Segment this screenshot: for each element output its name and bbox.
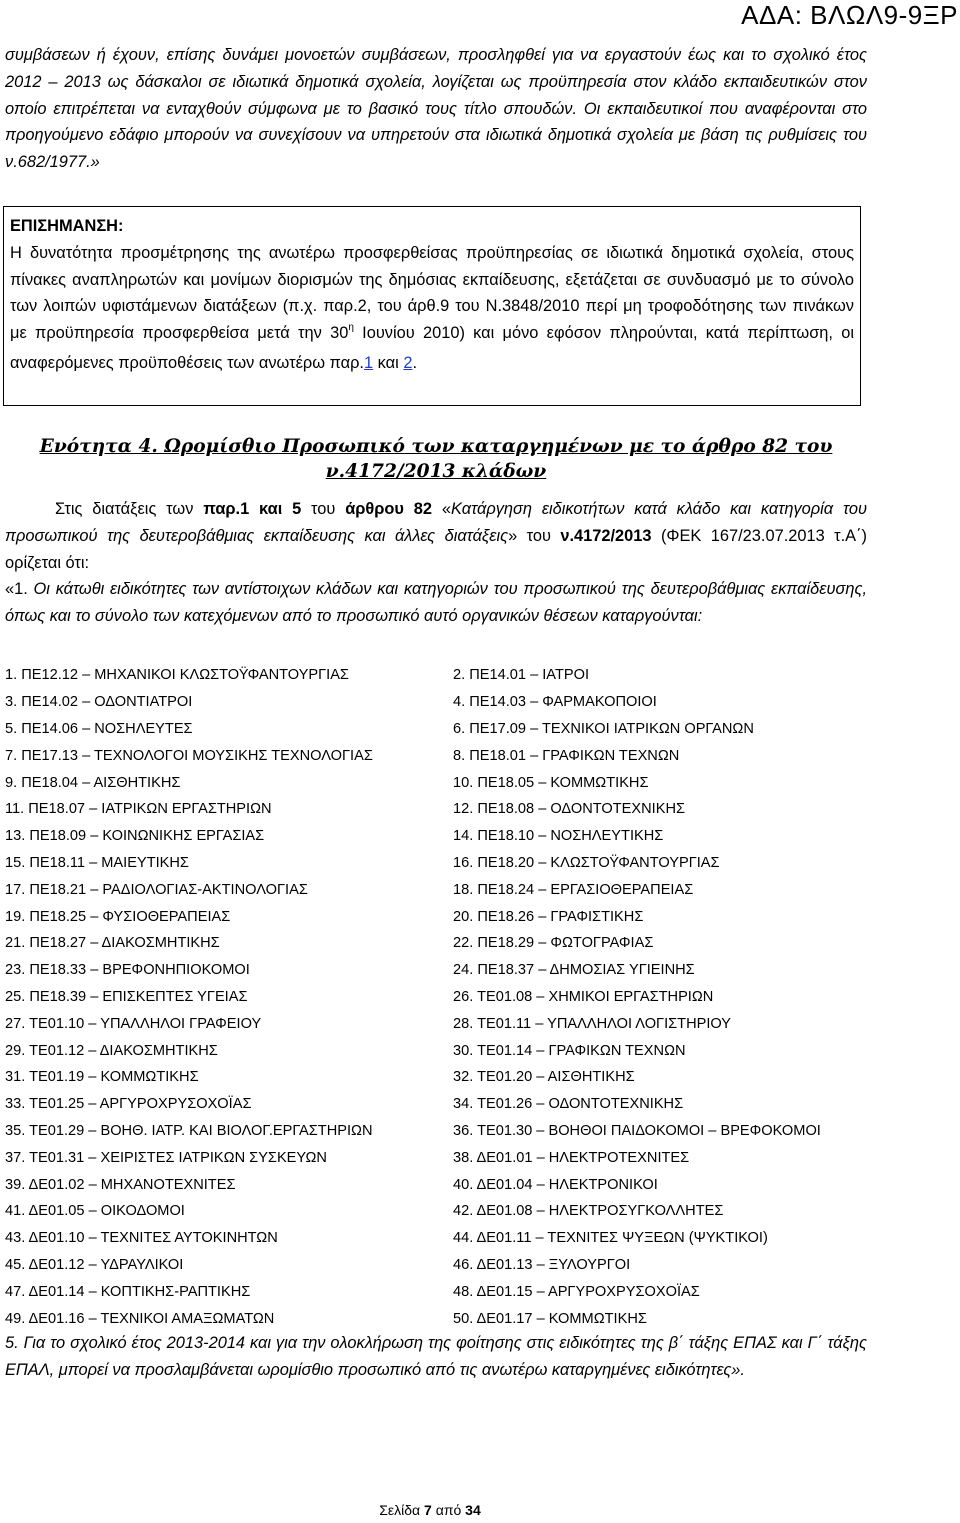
specialty-item: 13. ΠΕ18.09 – ΚΟΙΝΩΝΙΚΗΣ ΕΡΓΑΣΙΑΣ [5, 828, 265, 845]
specialty-item: 27. ΤΕ01.10 – ΥΠΑΛΛΗΛΟΙ ΓΡΑΦΕΙΟΥ [5, 1015, 262, 1032]
specialty-item: 34. ΤΕ01.26 – ΟΔΟΝΤΟΤΕΧΝΙΚΗΣ [453, 1096, 684, 1113]
footer-page: 7 [424, 1502, 432, 1518]
note-end: . [412, 353, 418, 372]
specialty-item: 45. ΔΕ01.12 – ΥΔΡΑΥΛΙΚΟΙ [5, 1256, 184, 1273]
specialty-item: 5. ΠΕ14.06 – ΝΟΣΗΛΕΥΤΕΣ [5, 720, 193, 737]
specialty-item: 49. ΔΕ01.16 – ΤΕΧΝΙΚΟΙ ΑΜΑΞΩΜΑΤΩΝ [5, 1310, 275, 1327]
intro-text: του [301, 500, 346, 518]
link-paragraph-2[interactable]: 2 [403, 353, 413, 372]
specialty-item: 12. ΠΕ18.08 – ΟΔΟΝΤΟΤΕΧΝΙΚΗΣ [453, 801, 686, 818]
paragraph-continued: συμβάσεων ή έχουν, επίσης δυνάμει μονοετών συμβάσεων, προσληφθεί για να εργαστούν έως και το σχολικό έτος 2012 – 2013 ως δάσκαλοι σε ιδιωτικά δημοτικά σχολεία, λογίζεται ως προϋπηρεσία στον κλάδο εκπαιδευτικών στον οποίο επιτρέπεται να ενταχθούν σύμφωνα με το βασικό τους τίτλο σπουδών. Οι εκπαιδευτικοί που αναφέρονται στο προηγούμενο εδάφιο μπορούν να συνεχίσουν να υπηρετούν στα ιδιωτικά δημοτικά σχολεία με βάση τις ρυθμίσεις του ν.682/1977.» [5, 46, 867, 172]
intro-text: (ΦΕΚ 167/23.07.2013 τ.Α΄) ορίζεται ότι: [5, 526, 868, 572]
specialty-item: 30. ΤΕ01.14 – ΓΡΑΦΙΚΩΝ ΤΕΧΝΩΝ [453, 1042, 686, 1059]
specialty-item: 26. ΤΕ01.08 – ΧΗΜΙΚΟΙ ΕΡΓΑΣΤΗΡΙΩΝ [453, 988, 714, 1005]
specialty-row [5, 876, 867, 903]
intro-bold-article: άρθρου 82 [345, 500, 433, 518]
specialty-item: 47. ΔΕ01.14 – ΚΟΠΤΙΚΗΣ-ΡΑΠΤΙΚΗΣ [5, 1283, 251, 1300]
intro-law-title: Κατάργηση ειδικοτήτων κατά κλάδο και κατηγορία του προσωπικού της δευτεροβάθμιας εκπαίδευσης και άλλες διατάξεις [5, 500, 867, 545]
specialty-row [5, 742, 867, 769]
footer-text: από [431, 1502, 466, 1518]
specialty-row [5, 903, 867, 930]
specialty-row [5, 1225, 867, 1252]
specialty-item: 28. ΤΕ01.11 – ΥΠΑΛΛΗΛΟΙ ΛΟΓΙΣΤΗΡΙΟΥ [453, 1015, 732, 1032]
intro-bold-law: ν.4172/2013 [560, 526, 652, 545]
specialty-item: 50. ΔΕ01.17 – ΚΟΜΜΩΤΙΚΗΣ [453, 1310, 647, 1327]
specialty-item: 21. ΠΕ18.27 – ΔΙΑΚΟΣΜΗΤΙΚΗΣ [5, 935, 220, 952]
specialty-item: 32. ΤΕ01.20 – ΑΙΣΘΗΤΙΚΗΣ [453, 1069, 635, 1086]
intro-bold-par: παρ.1 και 5 [203, 500, 302, 518]
specialty-item: 41. ΔΕ01.05 – ΟΙΚΟΔΟΜΟΙ [5, 1203, 185, 1220]
note-title: ΕΠΙΣΗΜΑΝΣΗ: [10, 217, 124, 235]
specialty-item: 23. ΠΕ18.33 – ΒΡΕΦΟΝΗΠΙΟΚΟΜΟΙ [5, 962, 250, 979]
specialty-item: 3. ΠΕ14.02 – ΟΔΟΝΤΙΑΤΡΟΙ [5, 694, 193, 711]
specialty-item: 4. ΠΕ14.03 – ΦΑΡΜΑΚΟΠΟΙΟΙ [453, 694, 657, 711]
specialty-row [5, 957, 867, 984]
intro-text: « [432, 500, 451, 518]
closing-paragraph: 5. Για το σχολικό έτος 2013-2014 και για την ολοκλήρωση της φοίτησης στις ειδικότητες της β΄ τάξης ΕΠΑΣ και Γ΄ τάξης ΕΠΑΛ, μπορεί να προσλαμβάνεται ωρομίσθιο προσωπικό από τις ανωτέρω καταργημένες ειδικότητες». [5, 1334, 867, 1379]
specialty-item: 10. ΠΕ18.05 – ΚΟΜΜΩΤΙΚΗΣ [453, 774, 649, 791]
section-heading [5, 434, 867, 484]
specialty-item: 16. ΠΕ18.20 – ΚΛΩΣΤΟΫΦΑΝΤΟΥΡΓΙΑΣ [453, 854, 720, 871]
specialty-item: 31. ΤΕ01.19 – ΚΟΜΜΩΤΙΚΗΣ [5, 1069, 199, 1086]
specialty-item: 46. ΔΕ01.13 – ΞΥΛΟΥΡΓΟΙ [453, 1256, 631, 1273]
footer-text: Σελίδα [379, 1502, 425, 1518]
note-box [3, 206, 861, 406]
specialty-item: 33. ΤΕ01.25 – ΑΡΓΥΡΟΧΡΥΣΟΧΟΪΑΣ [5, 1096, 252, 1113]
footer-total: 34 [465, 1502, 481, 1518]
specialty-row [5, 930, 867, 957]
specialty-row [5, 1278, 867, 1305]
specialties-list [5, 662, 867, 1332]
specialty-row [5, 1037, 867, 1064]
specialty-row [5, 850, 867, 877]
intro-text: » του [508, 526, 561, 545]
specialty-item: 17. ΠΕ18.21 – ΡΑΔΙΟΛΟΓΙΑΣ-ΑΚΤΙΝΟΛΟΓΙΑΣ [5, 881, 308, 898]
note-and: και [373, 353, 404, 372]
specialty-item: 1. ΠΕ12.12 – ΜΗΧΑΝΙΚΟΙ ΚΛΩΣΤΟΫΦΑΝΤΟΥΡΓΙΑΣ [5, 667, 349, 684]
specialty-item: 42. ΔΕ01.08 – ΗΛΕΚΤΡΟΣΥΓΚΟΛΛΗΤΕΣ [453, 1203, 724, 1220]
specialty-item: 40. ΔΕ01.04 – ΗΛΕΚΤΡΟΝΙΚΟΙ [453, 1176, 658, 1193]
intro-text: Στις διατάξεις των [55, 500, 204, 518]
note-text-2: Ιουνίου 2010) και μόνο εφόσον πληρούνται, κατά περίπτωση, οι αναφερόμενες προϋποθέσεις των ανωτέρω παρ. [10, 324, 854, 372]
specialty-item: 24. ΠΕ18.37 – ΔΗΜΟΣΙΑΣ ΥΓΙΕΙΝΗΣ [453, 962, 695, 979]
specialty-item: 36. ΤΕ01.30 – ΒΟΗΘΟΙ ΠΑΙΔΟΚΟΜΟΙ – ΒΡΕΦΟΚΟΜΟΙ [453, 1122, 821, 1139]
specialty-item: 19. ΠΕ18.25 – ΦΥΣΙΟΘΕΡΑΠΕΙΑΣ [5, 908, 231, 925]
specialty-item: 18. ΠΕ18.24 – ΕΡΓΑΣΙΟΘΕΡΑΠΕΙΑΣ [453, 881, 694, 898]
specialty-item: 11. ΠΕ18.07 – ΙΑΤΡΙΚΩΝ ΕΡΓΑΣΤΗΡΙΩΝ [5, 801, 272, 818]
specialty-row [5, 1252, 867, 1279]
specialty-row [5, 1171, 867, 1198]
heading-line-2: ν.4172/2013 κλάδων [325, 461, 547, 482]
specialty-item: 37. ΤΕ01.31 – ΧΕΙΡΙΣΤΕΣ ΙΑΤΡΙΚΩΝ ΣΥΣΚΕΥΩΝ [5, 1149, 327, 1166]
specialty-row [5, 984, 867, 1011]
specialty-item: 6. ΠΕ17.09 – ΤΕΧΝΙΚΟΙ ΙΑΤΡΙΚΩΝ ΟΡΓΑΝΩΝ [453, 720, 754, 737]
specialty-row [5, 716, 867, 743]
heading-line-1: Ενότητα 4. Ωρομίσθιο Προσωπικό των καταργημένων με το άρθρο 82 του [39, 436, 833, 457]
note-text-1: Η δυνατότητα προσμέτρησης της ανωτέρω προσφερθείσας προϋπηρεσίας σε ιδιωτικά δημοτικά σχολεία, στους πίνακες αναπληρωτών και μονίμων διορισμών της δημόσιας εκπαίδευσης, εξετάζεται σε συνδυασμό με το σύνολο των λοιπών υφιστάμενων διατάξεων (π.χ. παρ.2, του άρθ.9 του Ν.3848/2010 περί μη τροφοδότησης των πινάκων με προϋπηρεσία προσφερθείσα μετά την 30 [10, 243, 854, 343]
specialty-item: 2. ΠΕ14.01 – ΙΑΤΡΟΙ [453, 667, 590, 684]
specialty-item: 43. ΔΕ01.10 – ΤΕΧΝΙΤΕΣ ΑΥΤΟΚΙΝΗΤΩΝ [5, 1230, 278, 1247]
specialty-row [5, 1118, 867, 1145]
specialty-item: 39. ΔΕ01.02 – ΜΗΧΑΝΟΤΕΧΝΙΤΕΣ [5, 1176, 236, 1193]
specialty-item: 38. ΔΕ01.01 – ΗΛΕΚΤΡΟΤΕΧΝΙΤΕΣ [453, 1149, 690, 1166]
specialty-row [5, 1144, 867, 1171]
specialty-item: 22. ΠΕ18.29 – ΦΩΤΟΓΡΑΦΙΑΣ [453, 935, 654, 952]
page-footer [0, 1502, 860, 1518]
note-superscript: η [348, 322, 354, 334]
specialty-item: 15. ΠΕ18.11 – ΜΑΙΕΥΤΙΚΗΣ [5, 854, 189, 871]
specialty-item: 25. ΠΕ18.39 – ΕΠΙΣΚΕΠΤΕΣ ΥΓΕΙΑΣ [5, 988, 248, 1005]
specialty-row [5, 796, 867, 823]
specialty-item: 7. ΠΕ17.13 – ΤΕΧΝΟΛΟΓΟΙ ΜΟΥΣΙΚΗΣ ΤΕΧΝΟΛΟΓΙΑΣ [5, 747, 373, 764]
specialty-row [5, 662, 867, 689]
specialty-item: 35. ΤΕ01.29 – ΒΟΗΘ. ΙΑΤΡ. ΚΑΙ ΒΙΟΛΟΓ.ΕΡΓΑΣΤΗΡΙΩΝ [5, 1122, 373, 1139]
specialty-item: 44. ΔΕ01.11 – ΤΕΧΝΙΤΕΣ ΨΥΞΕΩΝ (ΨΥΚΤΙΚΟΙ) [453, 1230, 768, 1247]
intro-paragraph [5, 496, 867, 630]
specialty-row [5, 769, 867, 796]
specialty-row [5, 1305, 867, 1332]
quote-start: «1. [5, 580, 34, 599]
specialty-item: 20. ΠΕ18.26 – ΓΡΑΦΙΣΤΙΚΗΣ [453, 908, 644, 925]
specialty-row [5, 1064, 867, 1091]
specialty-item: 8. ΠΕ18.01 – ΓΡΑΦΙΚΩΝ ΤΕΧΝΩΝ [453, 747, 680, 764]
quote-text: Οι κάτωθι ειδικότητες των αντίστοιχων κλάδων και κατηγοριών του προσωπικού της δευτεροβάθμιας εκπαίδευσης, όπως και το σύνολο των κατεχόμενων από το προσωπικό αυτό οργανικών θέσεων καταργούνται: [5, 580, 867, 626]
specialty-item: 14. ΠΕ18.10 – ΝΟΣΗΛΕΥΤΙΚΗΣ [453, 828, 664, 845]
specialty-item: 9. ΠΕ18.04 – ΑΙΣΘΗΤΙΚΗΣ [5, 774, 181, 791]
link-paragraph-1[interactable]: 1 [363, 353, 374, 372]
specialty-row [5, 689, 867, 716]
specialty-item: 29. ΤΕ01.12 – ΔΙΑΚΟΣΜΗΤΙΚΗΣ [5, 1042, 218, 1059]
specialty-item: 48. ΔΕ01.15 – ΑΡΓΥΡΟΧΡΥΣΟΧΟΪΑΣ [453, 1283, 700, 1300]
specialty-row [5, 1010, 867, 1037]
ada-code: ΑΔΑ: ΒΛΩΛ9-9ΞΡ [741, 0, 958, 30]
specialty-row [5, 1091, 867, 1118]
specialty-row [5, 1198, 867, 1225]
specialty-row [5, 823, 867, 850]
